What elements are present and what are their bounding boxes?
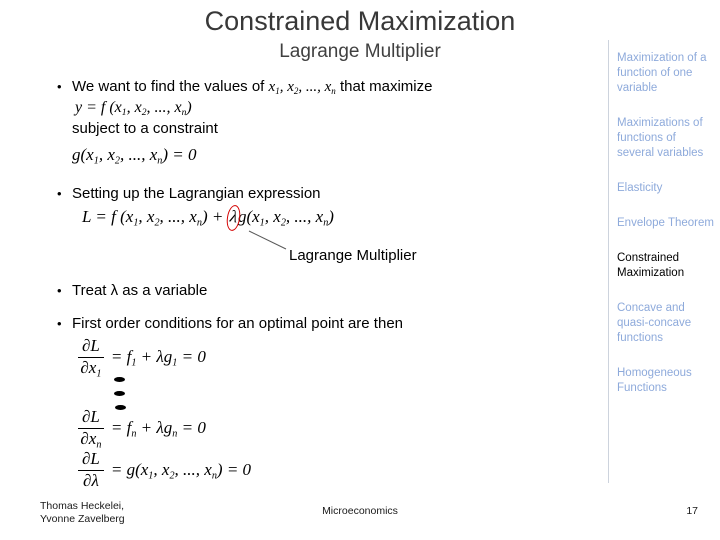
bullet1-inline-math: $x_1$, $x_2$, ..., $x_n$ [268, 79, 336, 96]
lagrange-multiplier-label: Lagrange Multiplier [289, 247, 417, 264]
footer-course: Microeconomics [322, 505, 398, 517]
bullet-lagrangian-text: Setting up the Lagrangian expression [72, 185, 321, 202]
subject-to-constraint-text: subject to a constraint [72, 120, 218, 137]
bullet-treat-lambda [57, 281, 577, 300]
foc1-numerator: ∂L [78, 337, 104, 358]
foc-equation-lambda [78, 450, 251, 490]
foc3-numerator: ∂L [78, 450, 104, 471]
sidebar-nav [617, 51, 716, 396]
bullet-marker: • [57, 283, 62, 298]
constraint-formula: $g(x_1$, $x_2$, ..., $x_n) = 0$ [72, 145, 197, 167]
foc2-numerator: ∂L [78, 408, 104, 429]
foc2-rhs: = $f_n + \lambda g_n = 0$ [110, 418, 206, 440]
bullet1-post: that maximize [335, 78, 433, 95]
bullet-we-want [57, 77, 577, 97]
bullet-lagrangian [57, 184, 577, 203]
slide-subtitle: Lagrange Multiplier [279, 41, 441, 62]
foc1-fraction [78, 337, 104, 377]
footer-page-number: 17 [686, 505, 698, 517]
bullet-marker: • [57, 79, 62, 94]
foc3-fraction [78, 450, 104, 490]
footer-author-line2: Yvonne Zavelberg [40, 513, 125, 525]
lagrangian-post: $g(x_1$, $x_2$, ..., $x_n$) [237, 207, 334, 229]
vertical-ellipsis-dot [114, 391, 125, 396]
bullet-first-order-text: First order conditions for an optimal point are then [72, 315, 404, 332]
objective-formula: y = f ($x_1$, $x_2$, ..., $x_n$) [75, 99, 192, 119]
foc-equation-n [78, 408, 206, 448]
sidebar-item-maximization-one-variable[interactable]: Maximization of a function of one variable [617, 52, 707, 94]
lambda-symbol: λ [228, 206, 239, 227]
footer-author-line1: Thomas Heckelei, [40, 500, 125, 512]
bullet-marker: • [57, 316, 62, 331]
sidebar-item-envelope-theorem[interactable]: Envelope Theorem [617, 217, 714, 229]
foc3-rhs: = $g(x_1$, $x_2$, ..., $x_n) = 0$ [110, 460, 252, 482]
sidebar-item-constrained-maximization[interactable]: Constrained Maximization [617, 252, 685, 279]
foc2-fraction [78, 408, 104, 448]
sidebar-item-maximizations-several-variables[interactable]: Maximizations of functions of several variables [617, 117, 704, 159]
slide-title: Constrained Maximization [204, 6, 516, 36]
bullet-first-order [57, 314, 577, 333]
bullet1-pre: We want to find the values of [72, 78, 269, 95]
lagrangian-formula [82, 207, 334, 227]
callout-line [249, 231, 286, 249]
foc1-denominator: $\partial x_1$ [80, 357, 102, 379]
vertical-ellipsis-dot [114, 377, 125, 382]
sidebar-item-elasticity[interactable]: Elasticity [617, 182, 663, 194]
sidebar-divider [608, 40, 609, 483]
lagrangian-pre: L = f ($x_1$, $x_2$, ..., $x_n$) + [82, 207, 228, 229]
bullet-treat-lambda-text: Treat λ as a variable [72, 282, 208, 299]
foc3-denominator: ∂λ [83, 470, 99, 490]
bullet-we-want-text [72, 77, 432, 97]
sidebar-item-homogeneous-functions[interactable]: Homogeneous Functions [617, 367, 692, 394]
foc2-denominator: $\partial x_n$ [80, 428, 102, 450]
sidebar-item-concave-functions[interactable]: Concave and quasi-concave functions [617, 302, 692, 344]
foc1-rhs: = $f_1 + \lambda g_1 = 0$ [110, 347, 206, 369]
foc-equation-1 [78, 337, 206, 377]
bullet-marker: • [57, 186, 62, 201]
